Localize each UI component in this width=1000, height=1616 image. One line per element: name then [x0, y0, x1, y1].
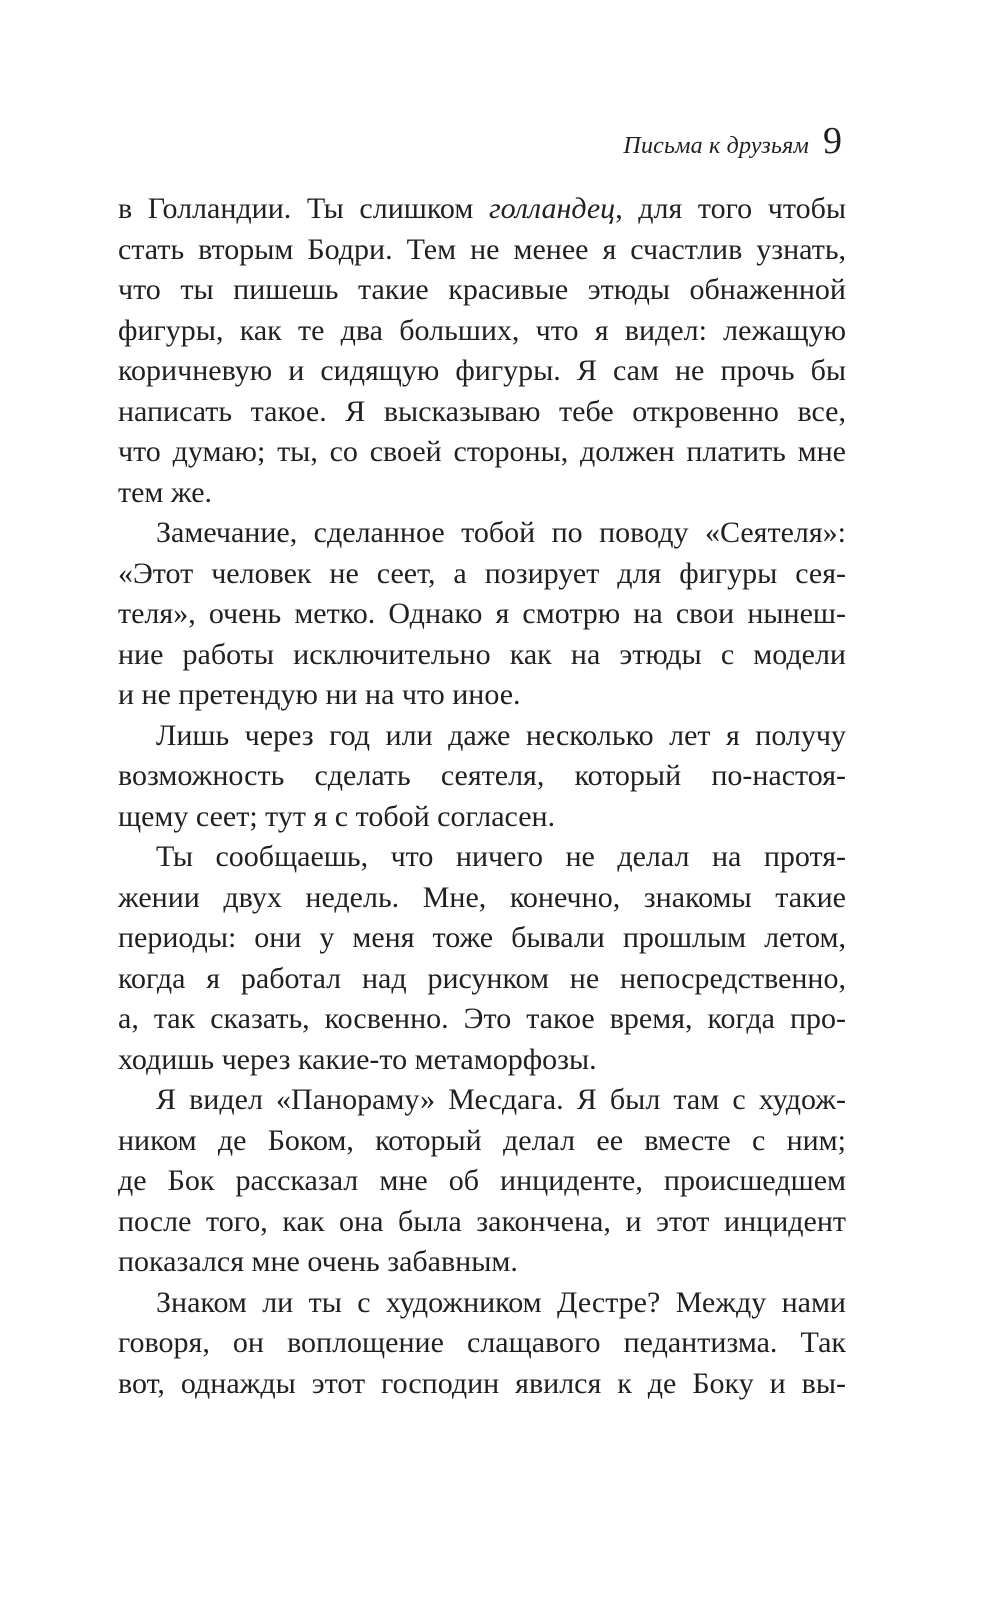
text-line: жении двух недель. Мне, конечно, знакомы такие [118, 880, 846, 914]
text-line: теля», очень метко. Однако я смотрю на свои нынеш- [118, 597, 846, 630]
text-line: щему сеет; тут я с тобой согласен. [118, 799, 556, 833]
text-line: после того, как она была закончена, и этот инцидент [118, 1204, 846, 1238]
running-title: Письма к друзьям [623, 133, 809, 159]
paragraph-1 [118, 189, 846, 513]
text-line: Замечание, сделанное тобой по поводу «Сеятеля»: [156, 516, 846, 549]
text-line: и не претендую ни на что иное. [118, 678, 521, 711]
text-line: когда я работал над рисунком не непосредственно, [118, 961, 846, 995]
text-line: коричневую и сидящую фигуры. Я сам не прочь бы [118, 354, 846, 387]
text-line: в Голландии. Ты слишком голландец, для того чтобы [118, 192, 847, 225]
text-line: говоря, он воплощение слащавого педантизма. Так [118, 1326, 846, 1359]
text-line: «Этот человек не сеет, а позирует для фигуры сея- [118, 556, 846, 590]
text-line: фигуры, как те два больших, что я видел: лежащую [118, 313, 846, 347]
text-line: возможность сделать сеятеля, который по-настоя- [118, 759, 846, 792]
body-text [118, 189, 846, 1404]
text-line: что думаю; ты, со своей стороны, должен платить мне [118, 435, 846, 468]
text-line: написать такое. Я высказываю тебе откровенно все, [118, 394, 846, 428]
text-line: периоды: они у меня тоже бывали прошлым летом, [118, 921, 846, 954]
paragraph-6 [118, 1283, 846, 1405]
text-line: а, так сказать, косвенно. Это такое время, когда про- [118, 1002, 846, 1035]
text-line: тем же. [118, 475, 213, 509]
text-line: ходишь через какие-то метаморфозы. [118, 1042, 597, 1076]
text-line: вот, однажды этот господин явился к де Боку и вы- [118, 1366, 846, 1400]
paragraph-3 [118, 716, 846, 838]
emphasis-text: голландец [488, 192, 616, 225]
paragraph-2 [118, 513, 846, 716]
text-line: ником де Боком, который делал ее вместе с ним; [118, 1123, 846, 1157]
text-line: Знаком ли ты с художником Дестре? Между нами [156, 1285, 846, 1319]
text-line: Лишь через год или даже несколько лет я получу [156, 718, 846, 752]
text-line: де Бок рассказал мне об инциденте, происшедшем [118, 1164, 846, 1197]
text-line: показался мне очень забавным. [118, 1245, 518, 1278]
text-line: ние работы исключительно как на этюды с модели [118, 637, 846, 671]
text-line: стать вторым Бодри. Тем не менее я счастлив узнать, [118, 232, 846, 266]
text-line: что ты пишешь такие красивые этюды обнаженной [118, 273, 846, 306]
paragraph-4 [118, 837, 846, 1080]
running-head [623, 122, 842, 160]
text-line: Ты сообщаешь, что ничего не делал на протя- [156, 840, 846, 873]
page-number: 9 [823, 120, 842, 162]
paragraph-5 [118, 1080, 846, 1283]
text-line: Я видел «Панораму» Месдага. Я был там с худож- [156, 1083, 846, 1116]
